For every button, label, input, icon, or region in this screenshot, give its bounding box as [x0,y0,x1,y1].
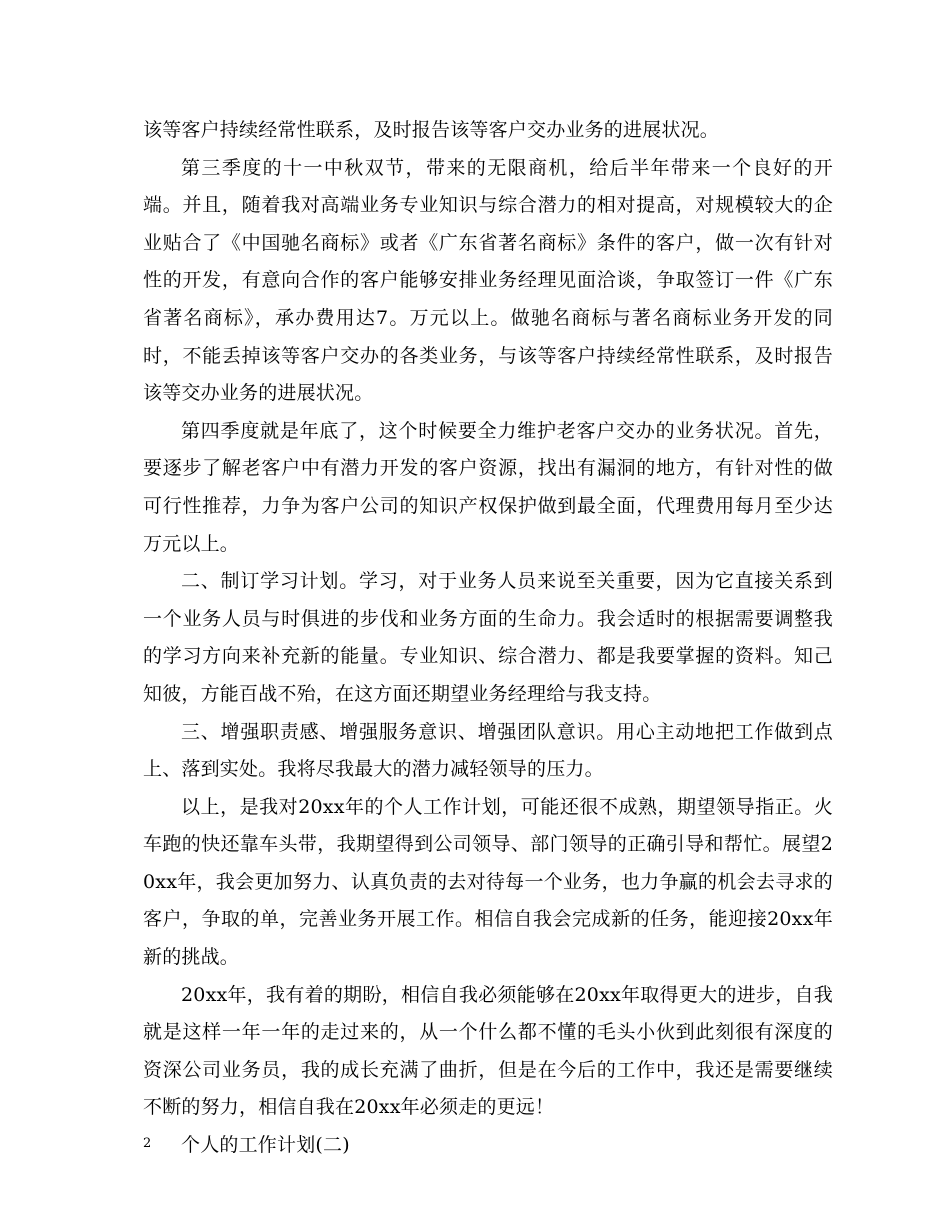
document-body [143,112,833,1165]
paragraph-continuation: 该等客户持续经常性联系，及时报告该等客户交办业务的进展状况。 [143,119,720,141]
paragraph-study-plan: 二、制订学习计划。学习，对于业务人员来说至关重要，因为它直接关系到一个业务人员与时俱进的步伐和业务方面的生命力。我会适时的根据需要调整我的学习方向来补充新的能量。专业知识、综合潜力、都是我要掌握的资料。知己知彼，方能百战不殆，在这方面还期望业务经理给与我支持。 [143,570,833,705]
paragraph-outlook: 20xx年，我有着的期盼，相信自我必须能够在20xx年取得更大的进步，自我就是这样一年一年的走过来的，从一个什么都不懂的毛头小伙到此刻很有深度的资深公司业务员，我的成长充满了曲折，但是在今后的工作中，我还是需要继续不断的努力，相信自我在20xx年必须走的更远！ [143,983,833,1119]
paragraph-third-quarter: 第三季度的十一中秋双节，带来的无限商机，给后半年带来一个良好的开端。并且，随着我对高端业务专业知识与综合潜力的相对提高，对规模较大的企业贴合了《中国驰名商标》或者《广东省著名商标》条件的客户，做一次有针对性的开发，有意向合作的客户能够安排业务经理见面洽谈，争取签订一件《广东省著名商标》，承办费用达7。万元以上。做驰名商标与著名商标业务开发的同时，不能丢掉该等客户交办的各类业务，与该等客户持续经常性联系，及时报告该等交办业务的进展状况。 [143,156,833,405]
paragraph-responsibility: 三、增强职责感、增强服务意识、增强团队意识。用心主动地把工作做到点上、落到实处。我将尽我最大的潜力减轻领导的压力。 [143,720,833,781]
section-heading: 个人的工作计划(二) [181,1134,350,1157]
paragraph-summary: 以上，是我对20xx年的个人工作计划，可能还很不成熟，期望领导指正。火车跑的快还靠车头带，我期望得到公司领导、部门领导的正确引导和帮忙。展望20xx年，我会更加努力、认真负责的去对待每一个业务，也力争赢的机会去寻求的客户，争取的单，完善业务开展工作。相信自我会完成新的任务，能迎接20xx年新的挑战。 [143,795,833,969]
page-number: 2 [143,1136,152,1151]
paragraph-fourth-quarter: 第四季度就是年底了，这个时候要全力维护老客户交办的业务状况。首先，要逐步了解老客户中有潜力开发的客户资源，找出有漏洞的地方，有针对性的做可行性推荐，力争为客户公司的知识产权保护做到最全面，代理费用每月至少达万元以上。 [143,419,833,555]
